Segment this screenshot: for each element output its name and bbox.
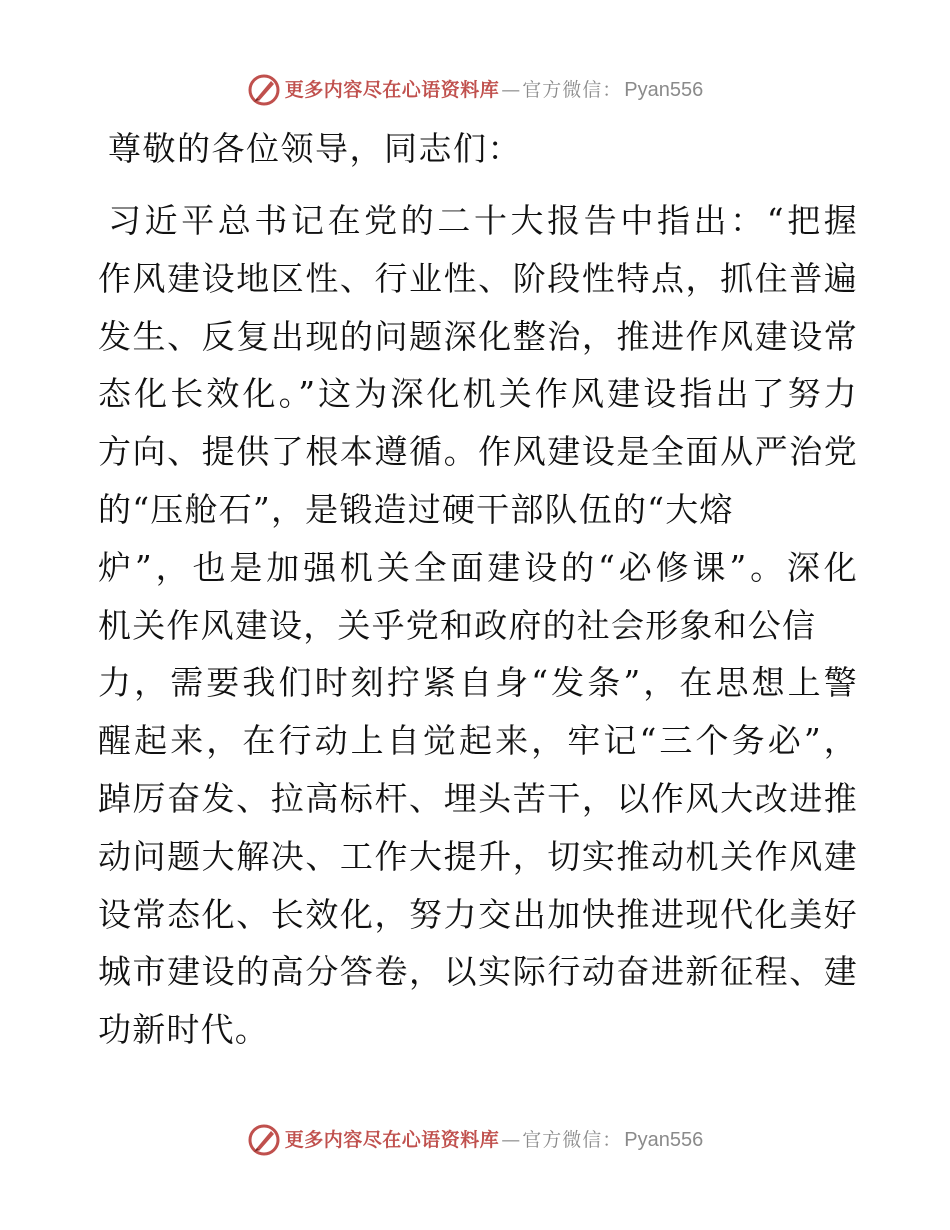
paragraph-line: 态化长效化。”这为深化机关作风建设指出了努力 [98,374,858,414]
paragraph-line: 发生、反复出现的问题深化整治，推进作风建设常 [98,316,858,356]
paragraph-line: 作风建设地区性、行业性、阶段性特点，抓住普遍 [98,258,858,298]
watermark-main-text: 更多内容尽在心语资料库 [284,1128,500,1151]
paragraph-line: 机关作风建设，关乎党和政府的社会形象和公信 [98,605,817,645]
paragraph-line: 习近平总书记在党的二十大报告中指出：“把握 [108,201,858,240]
paragraph-line: 踔厉奋发、拉高标杆、埋头苦干，以作风大改进推 [98,778,858,818]
paragraph-line: 的“压舱石”，是锻造过硬干部队伍的“大熔 [98,489,734,529]
paragraph-line: 醒起来，在行动上自觉起来，牢记“三个务必”， [98,721,858,761]
paragraph-line: 动问题大解决、工作大提升，切实推动机关作风建 [98,836,858,876]
paragraph-line: 功新时代。 [98,1010,269,1050]
salutation: 尊敬的各位领导，同志们： [108,129,522,168]
paragraph-line: 炉”，也是加强机关全面建设的“必修课”。深化 [98,547,858,587]
watermark-wechat-id: Pyan556 [624,79,704,101]
watermark-main-text: 更多内容尽在心语资料库 [284,78,500,101]
watermark-dash: — [501,1128,521,1151]
paragraph-line: 方向、提供了根本遵循。作风建设是全面从严治党 [98,432,858,472]
speech-paragraph [98,192,858,1059]
quill-logo-icon [247,73,281,107]
watermark-dash: — [501,78,521,101]
paragraph-line: 力，需要我们时刻拧紧自身“发条”，在思想上警 [98,663,858,703]
paragraph-line: 设常态化、长效化，努力交出加快推进现代化美好 [98,894,858,934]
watermark-official-label: 官方微信： [522,1128,623,1151]
paragraph-line: 城市建设的高分答卷，以实际行动奋进新征程、建 [98,952,858,992]
watermark-official-label: 官方微信： [522,78,623,101]
header-watermark [0,70,950,110]
watermark-wechat-id: Pyan556 [624,1129,704,1151]
quill-logo-icon [247,1123,281,1157]
footer-watermark [0,1120,950,1160]
